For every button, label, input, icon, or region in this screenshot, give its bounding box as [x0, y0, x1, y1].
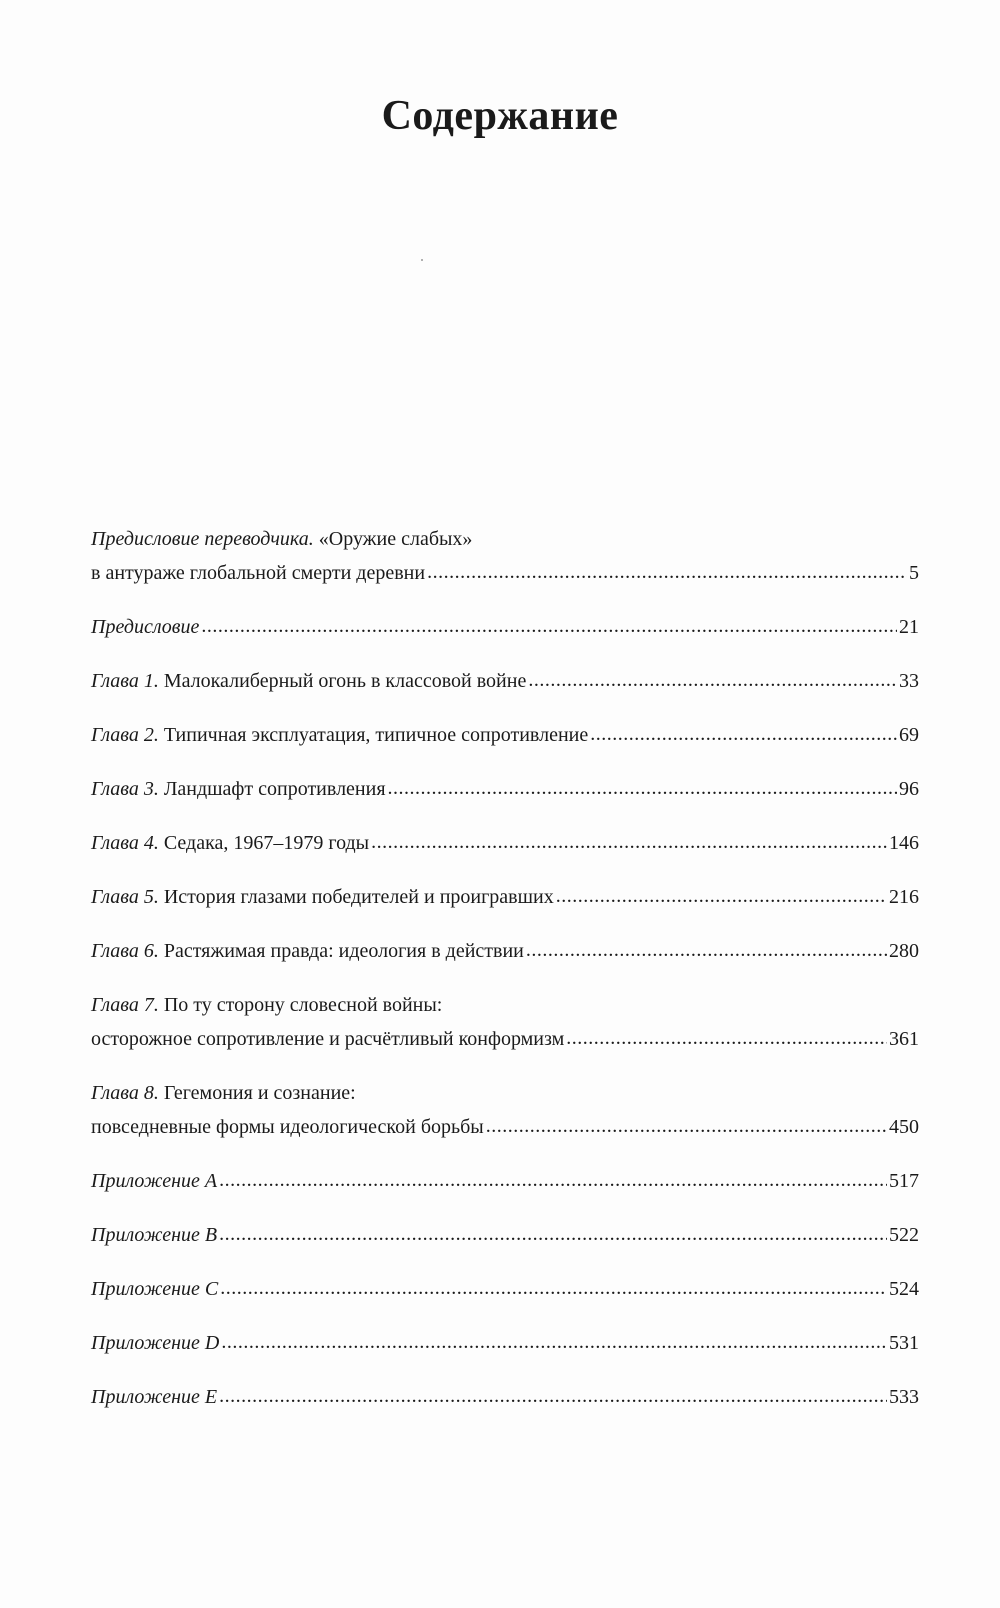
toc-entry-title: Малокалиберный огонь в классовой войне — [163, 670, 527, 692]
dot-leader — [590, 717, 897, 751]
toc-entry-title: История глазами победителей и проигравших — [163, 886, 554, 908]
toc-entry-chapter-6[interactable] — [91, 934, 919, 968]
toc-entry-label: Глава 7. — [91, 994, 159, 1016]
toc-entry-chapter-4[interactable] — [91, 826, 919, 860]
dot-leader — [566, 1021, 887, 1055]
toc-page-number: 69 — [899, 724, 919, 746]
toc-entry-chapter-7[interactable] — [91, 988, 919, 1056]
toc-page-number: 533 — [889, 1386, 919, 1408]
toc-page-number: 146 — [889, 832, 919, 854]
page-title: Содержание — [381, 93, 619, 139]
toc-entry-chapter-8[interactable] — [91, 1076, 919, 1144]
toc-page-number: 21 — [899, 616, 919, 638]
toc-entry-label: Предисловие — [91, 616, 200, 638]
toc-entry-title-continued: в антураже глобальной смерти деревни — [91, 562, 426, 584]
toc-entry-title: «Оружие слабых» — [318, 528, 473, 550]
toc-page-number: 96 — [899, 778, 919, 800]
toc-page-number: 33 — [899, 670, 919, 692]
toc-entry-title-continued: повседневные формы идеологической борьбы — [91, 1116, 484, 1138]
dot-leader — [526, 933, 887, 967]
dot-leader — [219, 1379, 887, 1413]
toc-entry-title: Гегемония и сознание: — [163, 1082, 356, 1104]
toc-entry-label: Глава 2. — [91, 724, 159, 746]
toc-entry-label: Глава 4. — [91, 832, 159, 854]
toc-page-number: 522 — [889, 1224, 919, 1246]
toc-entry-appendix-c[interactable] — [91, 1272, 919, 1306]
dot-leader — [528, 663, 897, 697]
toc-entry-label: Глава 1. — [91, 670, 159, 692]
toc-page-number: 450 — [889, 1116, 919, 1138]
toc-page-number: 361 — [889, 1028, 919, 1050]
toc-entry-label: Приложение C — [91, 1278, 219, 1300]
toc-entry-label: Глава 6. — [91, 940, 159, 962]
dot-leader — [221, 1325, 887, 1359]
toc-entry-title-continued: осторожное сопротивление и расчётливый конформизм — [91, 1028, 565, 1050]
toc-entry-appendix-b[interactable] — [91, 1218, 919, 1252]
toc-entry-appendix-e[interactable] — [91, 1380, 919, 1414]
toc-entry-appendix-a[interactable] — [91, 1164, 919, 1198]
toc-entry-appendix-d[interactable] — [91, 1326, 919, 1360]
toc-page-number: 531 — [889, 1332, 919, 1354]
toc-entry-chapter-1[interactable] — [91, 664, 919, 698]
toc-entry-label: Предисловие переводчика. — [91, 528, 314, 550]
scan-speck — [421, 259, 423, 261]
dot-leader — [486, 1109, 887, 1143]
toc-entry-label: Приложение E — [91, 1386, 218, 1408]
dot-leader — [427, 555, 907, 589]
toc-entry-title: Седака, 1967–1979 годы — [163, 832, 370, 854]
toc-entry-chapter-3[interactable] — [91, 772, 919, 806]
toc-entry-label: Приложение A — [91, 1170, 218, 1192]
toc-entry-label: Приложение D — [91, 1332, 220, 1354]
toc-page-number: 280 — [889, 940, 919, 962]
toc-page-number: 5 — [909, 562, 919, 584]
toc-page-number: 216 — [889, 886, 919, 908]
toc-entry-preface[interactable] — [91, 610, 919, 644]
dot-leader — [556, 879, 887, 913]
dot-leader — [201, 609, 897, 643]
toc-entry-title: По ту сторону словесной войны: — [163, 994, 443, 1016]
toc-entry-chapter-2[interactable] — [91, 718, 919, 752]
toc-entry-label: Глава 3. — [91, 778, 159, 800]
dot-leader — [388, 771, 897, 805]
dot-leader — [371, 825, 887, 859]
toc-entry-label: Глава 5. — [91, 886, 159, 908]
toc-page-number: 524 — [889, 1278, 919, 1300]
toc-entry-title: Растяжимая правда: идеология в действии — [163, 940, 524, 962]
dot-leader — [220, 1271, 887, 1305]
toc-entry-label: Приложение B — [91, 1224, 218, 1246]
toc-entry-translator-preface[interactable] — [91, 522, 919, 590]
table-of-contents — [91, 522, 919, 1414]
toc-entry-chapter-5[interactable] — [91, 880, 919, 914]
dot-leader — [219, 1163, 887, 1197]
dot-leader — [219, 1217, 887, 1251]
toc-entry-label: Глава 8. — [91, 1082, 159, 1104]
toc-page-number: 517 — [889, 1170, 919, 1192]
toc-entry-title: Типичная эксплуатация, типичное сопротивление — [163, 724, 589, 746]
toc-entry-title: Ландшафт сопротивления — [163, 778, 386, 800]
